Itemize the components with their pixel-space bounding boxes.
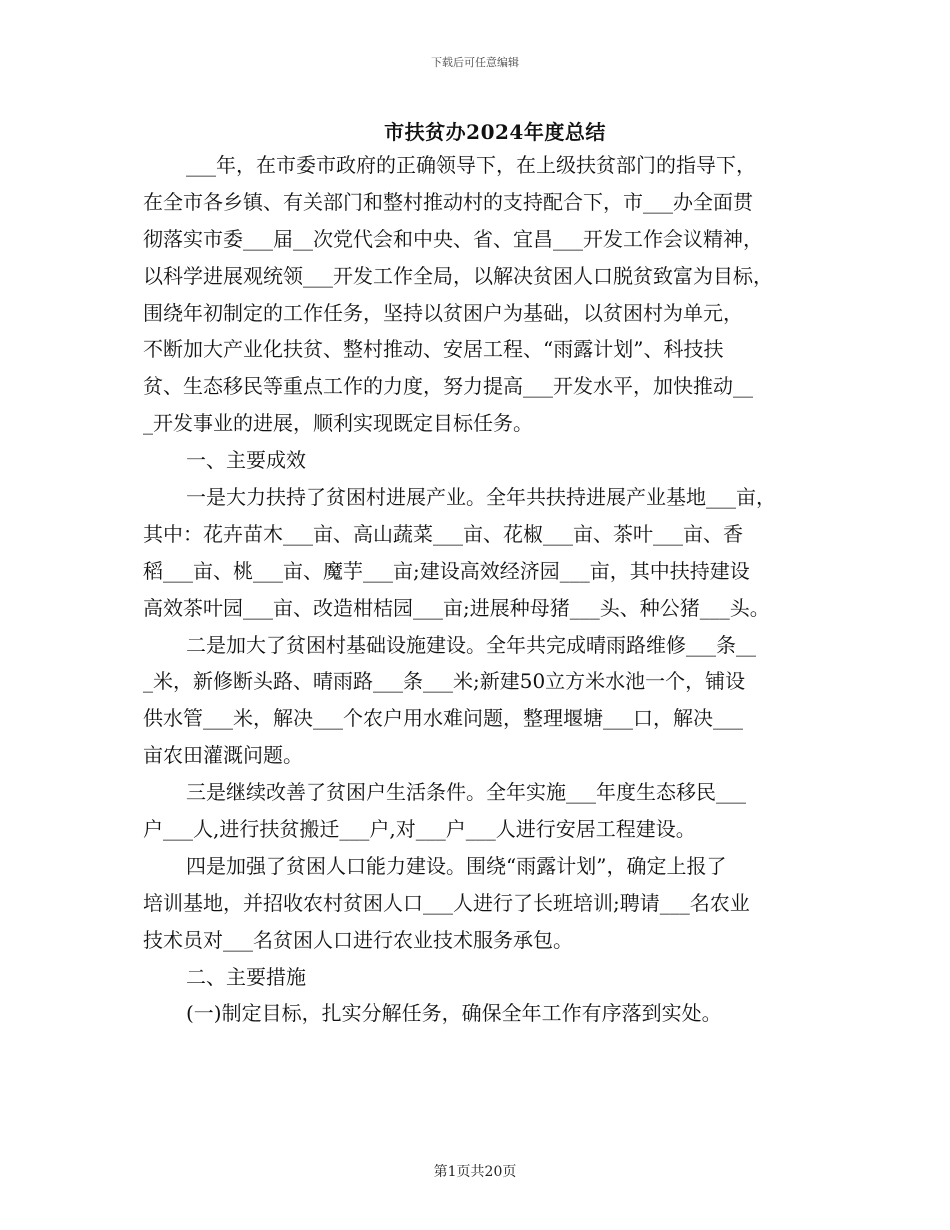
document-body: [143, 147, 815, 1032]
text-line: ___年，在市委市政府的正确领导下，在上级扶贫部门的指导下，: [186, 153, 756, 177]
text-line: (一)制定目标，扎实分解任务，确保全年工作有序落到实处。: [186, 1001, 722, 1026]
text-line: 亩农田灌溉问题。: [143, 743, 303, 768]
text-line: 在全市各乡镇、有关部门和整村推动村的支持配合下，市___办全面贯: [143, 189, 753, 214]
text-line: 二是加大了贫困村基础设施建设。全年共完成晴雨路维修___条__: [186, 632, 756, 657]
text-line: 围绕年初制定的工作任务，坚持以贫困户为基础，以贫困村为单元，: [143, 300, 743, 325]
text-line: 二、主要措施: [186, 964, 306, 989]
text-line: 以科学进展观统领___开发工作全局，以解决贫困人口脱贫致富为目标，: [143, 263, 773, 288]
text-line: 三是继续改善了贫困户生活条件。全年实施___年度生态移民___: [186, 780, 746, 805]
text-line: _米，新修断头路、晴雨路___条___米;新建50立方米水池一个，铺设: [143, 669, 746, 694]
text-line: 供水管___米，解决___个农户用水难问题，整理堰塘___口，解决___: [143, 706, 743, 731]
text-line: 其中：花卉苗木___亩、高山蔬菜___亩、花椒___亩、茶叶___亩、香: [143, 521, 743, 546]
text-line: 不断加大产业化扶贫、整村推动、安居工程、“雨露计划”、科技扶: [143, 337, 724, 362]
header-note: 下载后可任意编辑: [431, 56, 519, 69]
text-line: 高效茶叶园___亩、改造柑桔园___亩;进展种母猪___头、种公猪___头。: [143, 595, 770, 620]
text-line: 四是加强了贫困人口能力建设。围绕“雨露计划”，确定上报了: [186, 853, 727, 878]
text-line: _开发事业的进展，顺利实现既定目标任务。: [143, 411, 533, 436]
text-line: 户___人,进行扶贫搬迁___户,对___户___人进行安居工程建设。: [143, 817, 696, 842]
text-line: 稻___亩、桃___亩、魔芋___亩;建设高效经济园___亩，其中扶持建设: [143, 558, 750, 583]
document-title: 市扶贫办2024年度总结: [384, 120, 606, 144]
text-line: 一是大力扶持了贫困村进展产业。全年共扶持进展产业基地___亩，: [186, 485, 776, 510]
text-line: 一、主要成效: [186, 448, 306, 473]
text-line: 彻落实市委___届__次党代会和中央、省、宜昌___开发工作会议精神，: [143, 226, 763, 251]
text-line: 贫、生态移民等重点工作的力度，努力提高___开发水平，加快推动__: [143, 374, 753, 399]
text-line: 技术员对___名贫困人口进行农业技术服务承包。: [143, 927, 573, 952]
page-footer: 第1页共20页: [433, 1164, 517, 1180]
text-line: 培训基地，并招收农村贫困人口___人进行了长班培训;聘请___名农业: [143, 890, 750, 915]
